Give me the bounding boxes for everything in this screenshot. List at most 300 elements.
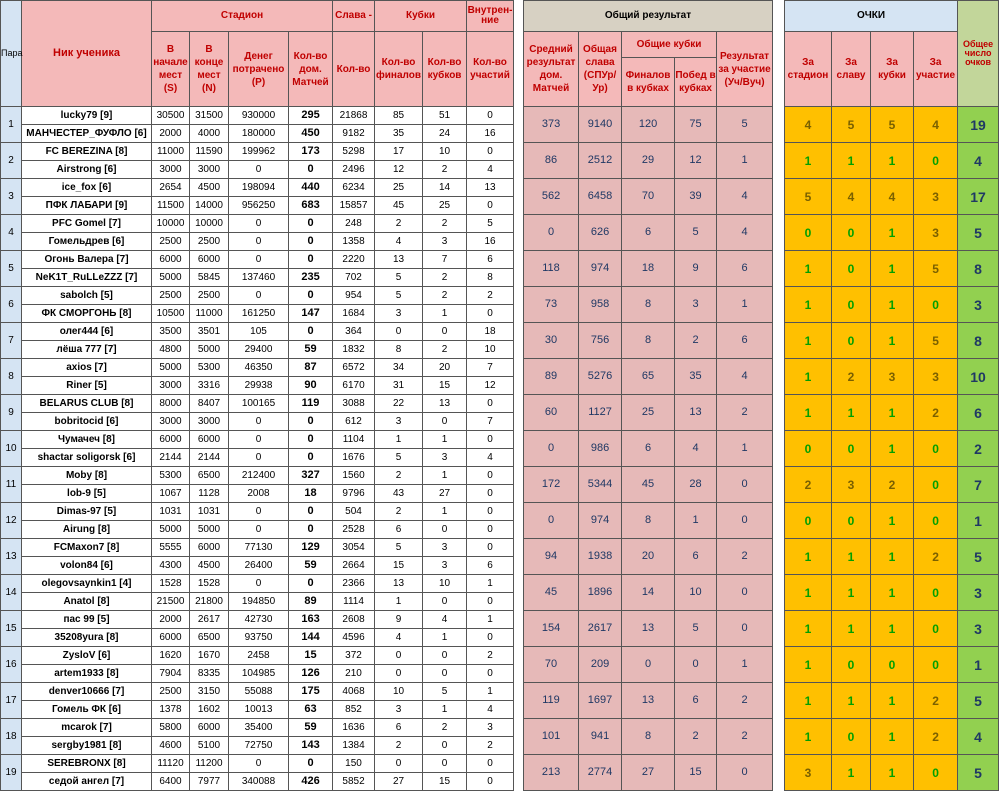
gap-cell	[514, 647, 524, 683]
total-glory: 1697	[579, 683, 622, 719]
cell-participations: 0	[467, 107, 514, 125]
cell-start: 2500	[152, 233, 190, 251]
avg-home-result: 30	[524, 323, 579, 359]
header-stadium: Стадион	[152, 1, 333, 32]
pair-number: 11	[1, 467, 22, 503]
pair-number: 6	[1, 287, 22, 323]
cell-home: 683	[289, 197, 333, 215]
cell-cups: 1	[423, 701, 467, 719]
total-glory: 974	[579, 503, 622, 539]
cup-wins: 6	[675, 683, 717, 719]
points-glory: 0	[832, 647, 871, 683]
points-stadium: 0	[785, 503, 832, 539]
header-home: Кол-во дом. Матчей	[289, 32, 333, 107]
total-glory: 626	[579, 215, 622, 251]
header-total-glory: Общая слава (СПУр/ Ур)	[579, 32, 622, 107]
pair-number: 13	[1, 539, 22, 575]
cup-wins: 12	[675, 143, 717, 179]
gap-cell	[773, 575, 785, 611]
cell-nick: sabolch [5]	[22, 287, 152, 305]
points-part: 0	[914, 467, 958, 503]
cell-end: 6500	[190, 629, 229, 647]
cell-finals: 45	[375, 197, 423, 215]
points-stadium: 1	[785, 611, 832, 647]
gap-cell	[773, 503, 785, 539]
cell-nick: ФК СМОРГОНЬ [8]	[22, 305, 152, 323]
header-participations: Кол-во участий	[467, 32, 514, 107]
header-total-cups-group	[622, 32, 717, 107]
cell-finals: 17	[375, 143, 423, 161]
cell-finals: 10	[375, 683, 423, 701]
cell-nick: Dimas-97 [5]	[22, 503, 152, 521]
participation-result: 4	[717, 179, 773, 215]
cell-start: 11500	[152, 197, 190, 215]
cell-finals: 8	[375, 341, 423, 359]
participation-result: 6	[717, 251, 773, 287]
gap-cell	[514, 431, 524, 467]
cell-nick: bobritocid [6]	[22, 413, 152, 431]
pair-number: 18	[1, 719, 22, 755]
pair-number: 2	[1, 143, 22, 179]
cup-finals: 120	[622, 107, 675, 143]
cell-money: 29400	[229, 341, 289, 359]
cell-start: 21500	[152, 593, 190, 611]
cell-finals: 27	[375, 773, 423, 791]
points-cups: 4	[871, 179, 914, 215]
cup-wins: 2	[675, 719, 717, 755]
participation-result: 0	[717, 467, 773, 503]
cell-home: 0	[289, 413, 333, 431]
gap-cell	[773, 323, 785, 359]
cup-wins: 5	[675, 215, 717, 251]
cup-finals: 45	[622, 467, 675, 503]
cell-nick: ПФК ЛАБАРИ [9]	[22, 197, 152, 215]
cell-start: 5800	[152, 719, 190, 737]
total-points: 5	[958, 539, 999, 575]
cell-home: 59	[289, 719, 333, 737]
avg-home-result: 0	[524, 503, 579, 539]
pair-number: 5	[1, 251, 22, 287]
cell-cups: 1	[423, 431, 467, 449]
cell-participations: 4	[467, 161, 514, 179]
header-nick: Ник ученика	[22, 1, 152, 107]
cell-glory: 1676	[333, 449, 375, 467]
cell-end: 5000	[190, 341, 229, 359]
gap-cell	[773, 467, 785, 503]
cell-end: 5300	[190, 359, 229, 377]
points-stadium: 1	[785, 251, 832, 287]
cell-money: 0	[229, 575, 289, 593]
cell-start: 2500	[152, 287, 190, 305]
participation-result: 0	[717, 575, 773, 611]
cell-home: 327	[289, 467, 333, 485]
participation-result: 1	[717, 287, 773, 323]
cell-money: 194850	[229, 593, 289, 611]
header-pair: Пара	[1, 1, 22, 107]
table-row	[1, 215, 999, 233]
points-glory: 0	[832, 251, 871, 287]
cell-participations: 0	[467, 521, 514, 539]
cell-cups: 0	[423, 755, 467, 773]
total-points: 5	[958, 755, 999, 791]
header-finals: Кол-во финалов	[375, 32, 423, 107]
cup-finals: 27	[622, 755, 675, 791]
cell-participations: 0	[467, 485, 514, 503]
cell-home: 0	[289, 287, 333, 305]
cell-money: 93750	[229, 629, 289, 647]
cup-wins: 3	[675, 287, 717, 323]
cup-finals: 14	[622, 575, 675, 611]
cell-cups: 25	[423, 197, 467, 215]
cup-wins: 0	[675, 647, 717, 683]
cup-finals: 8	[622, 287, 675, 323]
total-points: 8	[958, 251, 999, 287]
cell-end: 11590	[190, 143, 229, 161]
points-glory: 0	[832, 719, 871, 755]
cell-cups: 10	[423, 575, 467, 593]
cell-money: 0	[229, 503, 289, 521]
cell-glory: 9796	[333, 485, 375, 503]
participation-result: 6	[717, 323, 773, 359]
cell-money: 29938	[229, 377, 289, 395]
cup-finals: 6	[622, 431, 675, 467]
cell-finals: 3	[375, 305, 423, 323]
cell-cups: 13	[423, 395, 467, 413]
gap-cell	[773, 647, 785, 683]
cell-start: 1031	[152, 503, 190, 521]
cell-end: 5100	[190, 737, 229, 755]
cell-nick: седой ангел [7]	[22, 773, 152, 791]
avg-home-result: 0	[524, 431, 579, 467]
cell-participations: 2	[467, 647, 514, 665]
table-row	[1, 287, 999, 305]
cell-cups: 3	[423, 233, 467, 251]
points-part: 2	[914, 395, 958, 431]
cell-glory: 2528	[333, 521, 375, 539]
cell-finals: 4	[375, 629, 423, 647]
points-part: 2	[914, 683, 958, 719]
points-stadium: 1	[785, 539, 832, 575]
points-glory: 0	[832, 287, 871, 323]
cell-home: 0	[289, 323, 333, 341]
points-glory: 0	[832, 503, 871, 539]
cell-end: 11000	[190, 305, 229, 323]
header-finals-in-cups: Финалов в кубках	[622, 58, 675, 106]
points-part: 0	[914, 755, 958, 791]
cell-start: 4800	[152, 341, 190, 359]
cell-cups: 15	[423, 773, 467, 791]
gap-cell	[773, 359, 785, 395]
cell-cups: 2	[423, 287, 467, 305]
avg-home-result: 119	[524, 683, 579, 719]
gap-cell	[773, 539, 785, 575]
cup-finals: 13	[622, 683, 675, 719]
total-points: 2	[958, 431, 999, 467]
cup-finals: 8	[622, 719, 675, 755]
points-glory: 0	[832, 215, 871, 251]
cell-end: 4500	[190, 179, 229, 197]
cell-cups: 2	[423, 341, 467, 359]
cell-finals: 35	[375, 125, 423, 143]
cell-participations: 1	[467, 575, 514, 593]
header-cups-count: Кол-во кубков	[423, 32, 467, 107]
cell-nick: NeK1T_RuLLeZZZ [7]	[22, 269, 152, 287]
header-participation-result: Результат за участие (Уч/Вуч)	[717, 32, 773, 107]
cell-cups: 0	[423, 737, 467, 755]
cell-home: 0	[289, 575, 333, 593]
cell-cups: 10	[423, 143, 467, 161]
points-part: 3	[914, 359, 958, 395]
cell-finals: 5	[375, 287, 423, 305]
cell-end: 8335	[190, 665, 229, 683]
cell-finals: 0	[375, 323, 423, 341]
total-points: 7	[958, 467, 999, 503]
cell-cups: 0	[423, 521, 467, 539]
cell-glory: 1636	[333, 719, 375, 737]
points-stadium: 1	[785, 575, 832, 611]
cup-finals: 13	[622, 611, 675, 647]
cell-finals: 12	[375, 161, 423, 179]
cell-money: 0	[229, 431, 289, 449]
cell-nick: ZysloV [6]	[22, 647, 152, 665]
results-body	[1, 107, 999, 791]
cell-nick: Гомель ФК [6]	[22, 701, 152, 719]
gap-cell	[773, 107, 785, 143]
pair-number: 16	[1, 647, 22, 683]
cup-finals: 29	[622, 143, 675, 179]
points-part: 2	[914, 539, 958, 575]
points-cups: 1	[871, 611, 914, 647]
cell-participations: 1	[467, 683, 514, 701]
cell-finals: 0	[375, 755, 423, 773]
points-glory: 1	[832, 611, 871, 647]
cell-start: 3000	[152, 161, 190, 179]
cell-home: 0	[289, 431, 333, 449]
points-glory: 1	[832, 575, 871, 611]
header-glory: Слава -	[333, 1, 375, 32]
cell-money: 104985	[229, 665, 289, 683]
points-cups: 3	[871, 359, 914, 395]
cell-cups: 51	[423, 107, 467, 125]
total-points: 3	[958, 575, 999, 611]
points-stadium: 1	[785, 395, 832, 431]
cell-cups: 0	[423, 665, 467, 683]
points-glory: 1	[832, 539, 871, 575]
cell-home: 0	[289, 449, 333, 467]
cell-finals: 5	[375, 449, 423, 467]
table-row	[1, 179, 999, 197]
cell-end: 11200	[190, 755, 229, 773]
cell-home: 0	[289, 251, 333, 269]
gap-cell	[514, 251, 524, 287]
points-stadium: 4	[785, 107, 832, 143]
points-part: 0	[914, 143, 958, 179]
cell-glory: 954	[333, 287, 375, 305]
cell-start: 6400	[152, 773, 190, 791]
cell-nick: Чумачеч [8]	[22, 431, 152, 449]
points-cups: 1	[871, 575, 914, 611]
gap-cell	[514, 395, 524, 431]
cell-glory: 6170	[333, 377, 375, 395]
table-row	[1, 251, 999, 269]
points-cups: 1	[871, 287, 914, 323]
cell-home: 90	[289, 377, 333, 395]
gap-cell	[514, 1, 524, 107]
points-glory: 1	[832, 683, 871, 719]
cell-money: 0	[229, 755, 289, 773]
avg-home-result: 562	[524, 179, 579, 215]
cell-glory: 5298	[333, 143, 375, 161]
gap-cell	[514, 539, 524, 575]
gap-cell	[514, 755, 524, 791]
cell-money: 0	[229, 215, 289, 233]
points-cups: 1	[871, 503, 914, 539]
total-glory: 756	[579, 323, 622, 359]
avg-home-result: 60	[524, 395, 579, 431]
cell-cups: 1	[423, 467, 467, 485]
points-glory: 2	[832, 359, 871, 395]
cell-glory: 2496	[333, 161, 375, 179]
gap-cell	[773, 179, 785, 215]
points-stadium: 1	[785, 359, 832, 395]
cell-glory: 5852	[333, 773, 375, 791]
total-points: 5	[958, 683, 999, 719]
points-glory: 0	[832, 323, 871, 359]
cell-participations: 0	[467, 197, 514, 215]
cell-nick: ice_fox [6]	[22, 179, 152, 197]
cell-cups: 4	[423, 611, 467, 629]
points-cups: 1	[871, 719, 914, 755]
cell-home: 63	[289, 701, 333, 719]
pair-number: 14	[1, 575, 22, 611]
cell-glory: 2664	[333, 557, 375, 575]
cup-finals: 6	[622, 215, 675, 251]
points-cups: 5	[871, 107, 914, 143]
cell-glory: 6572	[333, 359, 375, 377]
total-glory: 1127	[579, 395, 622, 431]
cell-start: 2000	[152, 125, 190, 143]
cell-money: 180000	[229, 125, 289, 143]
cell-glory: 1832	[333, 341, 375, 359]
cell-money: 105	[229, 323, 289, 341]
points-cups: 1	[871, 755, 914, 791]
cell-end: 3000	[190, 161, 229, 179]
cell-cups: 27	[423, 485, 467, 503]
cell-glory: 4068	[333, 683, 375, 701]
cell-cups: 3	[423, 539, 467, 557]
cell-end: 3150	[190, 683, 229, 701]
points-stadium: 1	[785, 287, 832, 323]
cell-cups: 0	[423, 413, 467, 431]
points-stadium: 1	[785, 647, 832, 683]
cell-finals: 2	[375, 503, 423, 521]
total-glory: 9140	[579, 107, 622, 143]
avg-home-result: 172	[524, 467, 579, 503]
cell-end: 1528	[190, 575, 229, 593]
cell-participations: 13	[467, 179, 514, 197]
cell-cups: 2	[423, 269, 467, 287]
points-part: 0	[914, 287, 958, 323]
cell-participations: 7	[467, 413, 514, 431]
cell-money: 0	[229, 287, 289, 305]
gap-cell	[514, 575, 524, 611]
cell-end: 6000	[190, 539, 229, 557]
cell-participations: 0	[467, 593, 514, 611]
cell-home: 87	[289, 359, 333, 377]
cell-end: 3000	[190, 413, 229, 431]
cell-nick: FCMaxon7 [8]	[22, 539, 152, 557]
points-part: 2	[914, 719, 958, 755]
cell-finals: 4	[375, 233, 423, 251]
header-end: В конце мест (N)	[190, 32, 229, 107]
avg-home-result: 86	[524, 143, 579, 179]
cell-nick: SEREBRONX [8]	[22, 755, 152, 773]
gap-cell	[773, 611, 785, 647]
cell-participations: 0	[467, 431, 514, 449]
total-glory: 5276	[579, 359, 622, 395]
cell-cups: 0	[423, 323, 467, 341]
participation-result: 2	[717, 539, 773, 575]
cell-participations: 6	[467, 251, 514, 269]
header-start: В начале мест (S)	[152, 32, 190, 107]
participation-result: 0	[717, 755, 773, 791]
cell-home: 18	[289, 485, 333, 503]
cell-home: 426	[289, 773, 333, 791]
cell-nick: Moby [8]	[22, 467, 152, 485]
pair-number: 19	[1, 755, 22, 791]
participation-result: 1	[717, 431, 773, 467]
cell-money: 161250	[229, 305, 289, 323]
gap-cell	[514, 359, 524, 395]
cell-glory: 612	[333, 413, 375, 431]
cell-nick: denver10666 [7]	[22, 683, 152, 701]
points-stadium: 0	[785, 215, 832, 251]
cell-participations: 5	[467, 215, 514, 233]
table-row	[1, 323, 999, 341]
header-points: ОЧКИ	[785, 1, 958, 32]
cell-cups: 3	[423, 449, 467, 467]
cell-glory: 1114	[333, 593, 375, 611]
cell-glory: 1684	[333, 305, 375, 323]
points-part: 4	[914, 107, 958, 143]
cell-start: 11120	[152, 755, 190, 773]
cell-glory: 4596	[333, 629, 375, 647]
points-cups: 1	[871, 215, 914, 251]
points-cups: 1	[871, 683, 914, 719]
points-part: 0	[914, 575, 958, 611]
cell-money: 0	[229, 449, 289, 467]
cell-home: 295	[289, 107, 333, 125]
gap-cell	[514, 179, 524, 215]
gap-cell	[514, 323, 524, 359]
points-glory: 0	[832, 431, 871, 467]
cell-start: 3500	[152, 323, 190, 341]
cell-finals: 22	[375, 395, 423, 413]
cell-money: 77130	[229, 539, 289, 557]
cell-money: 100165	[229, 395, 289, 413]
cell-start: 7904	[152, 665, 190, 683]
total-glory: 986	[579, 431, 622, 467]
cell-money: 340088	[229, 773, 289, 791]
cell-home: 59	[289, 341, 333, 359]
cell-end: 14000	[190, 197, 229, 215]
cell-end: 2500	[190, 233, 229, 251]
participation-result: 0	[717, 503, 773, 539]
cell-nick: Огонь Валера [7]	[22, 251, 152, 269]
cell-participations: 10	[467, 341, 514, 359]
total-points: 3	[958, 611, 999, 647]
cell-finals: 3	[375, 701, 423, 719]
